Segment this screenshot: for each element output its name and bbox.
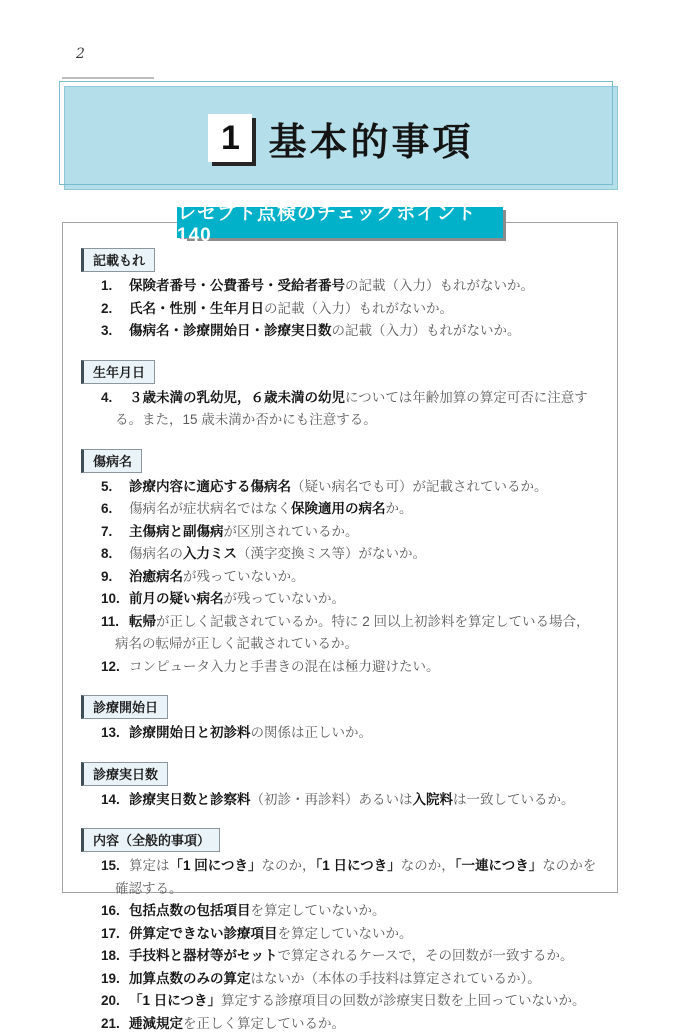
item-text-emphasis: 入力ミス <box>183 546 237 561</box>
checklist-item <box>81 656 599 679</box>
item-number: 17. <box>101 923 129 946</box>
item-text: が区別されているか。 <box>224 524 359 539</box>
item-text-emphasis: 「一連につき」 <box>455 858 542 873</box>
item-number: 13. <box>101 722 129 745</box>
section-label: 生年月日 <box>81 360 155 384</box>
checklist-item <box>81 387 599 432</box>
item-number: 16. <box>101 900 129 923</box>
item-text: 傷病名が症状病名ではなく <box>129 501 291 516</box>
checklist-item <box>81 945 599 968</box>
section-2 <box>81 360 599 432</box>
checklist-item <box>81 855 599 900</box>
item-text: （疑い病名でも可）が記載されているか。 <box>291 479 548 494</box>
section-label: 記載もれ <box>81 248 155 272</box>
item-text-emphasis: 診療開始日と初診料 <box>129 725 251 740</box>
section-label: 診療開始日 <box>81 695 168 719</box>
checklist-item <box>81 498 599 521</box>
item-text-emphasis: ３歳未満の乳幼児，６歳未満の幼児 <box>129 390 345 405</box>
section-3 <box>81 449 599 679</box>
item-text-emphasis: 「1 日につき」 <box>316 858 401 873</box>
item-text: か。 <box>386 501 413 516</box>
item-text: の記載（入力）もれがないか。 <box>264 301 453 316</box>
item-text: 算定する診療項目の回数が診療実日数を上回っていないか。 <box>221 993 586 1008</box>
item-text: なのか， <box>262 858 316 873</box>
section-4 <box>81 695 599 745</box>
checklist-item <box>81 990 599 1013</box>
item-text: が残っていないか。 <box>224 591 346 606</box>
item-text: が正しく記載されているか。特に 2 回以上初診料を算定している場合，病名の転帰が正しく記載されているか。 <box>115 614 590 652</box>
checklist-item <box>81 900 599 923</box>
checklist-item <box>81 722 599 745</box>
item-text-emphasis: 氏名・性別・生年月日 <box>129 301 264 316</box>
item-text-emphasis: 逓減規定 <box>129 1016 183 1031</box>
chapter-banner-inner <box>208 111 473 166</box>
item-text: は一致しているか。 <box>453 792 575 807</box>
checklist-item <box>81 566 599 589</box>
item-text-emphasis: 入院料 <box>413 792 454 807</box>
item-text: の関係は正しいか。 <box>251 725 373 740</box>
item-number: 10. <box>101 588 129 611</box>
section-1 <box>81 248 599 343</box>
item-number: 6. <box>101 498 129 521</box>
item-number: 7. <box>101 521 129 544</box>
item-number: 20. <box>101 990 129 1013</box>
chapter-title: 基本的事項 <box>268 111 473 166</box>
checklist-item <box>81 476 599 499</box>
item-number: 15. <box>101 855 129 878</box>
checklist-item <box>81 1013 599 1035</box>
item-number: 18. <box>101 945 129 968</box>
item-text: はないか（本体の手技料は算定されているか）。 <box>251 971 541 986</box>
checklist-header: レセプト点検のチェックポイント140 <box>177 207 503 238</box>
item-text-emphasis: 診療内容に適応する傷病名 <box>129 479 291 494</box>
section-5 <box>81 762 599 812</box>
item-text-emphasis: 前月の疑い病名 <box>129 591 224 606</box>
checklist-item <box>81 543 599 566</box>
section-6 <box>81 828 599 1035</box>
checklist-item <box>81 923 599 946</box>
item-text: の記載（入力）もれがないか。 <box>345 278 534 293</box>
item-text-emphasis: 包括点数の包括項目 <box>129 903 251 918</box>
section-label: 傷病名 <box>81 449 142 473</box>
item-text: 傷病名の <box>129 546 183 561</box>
item-text: については年齢加算の算定可否に注意する。また，15 歳未満か否かにも注意する。 <box>115 390 588 428</box>
item-text: （初診・再診料）あるいは <box>251 792 413 807</box>
item-text-emphasis: 「1 回につき」 <box>170 858 262 873</box>
checklist-item <box>81 611 599 656</box>
item-number: 9. <box>101 566 129 589</box>
item-number: 21. <box>101 1013 129 1035</box>
item-number: 4. <box>101 387 129 410</box>
item-number: 3. <box>101 320 129 343</box>
item-text: を算定していないか。 <box>278 926 413 941</box>
item-text: なのか， <box>401 858 455 873</box>
section-label: 診療実日数 <box>81 762 168 786</box>
item-text: の記載（入力）もれがないか。 <box>332 323 521 338</box>
checklist-item <box>81 275 599 298</box>
checklist-item <box>81 588 599 611</box>
checklist-item <box>81 298 599 321</box>
item-text-emphasis: 加算点数のみの算定 <box>129 971 251 986</box>
checklist-item <box>81 320 599 343</box>
checklist-box <box>62 222 618 893</box>
item-text: 算定は <box>129 858 170 873</box>
header-rule-fragment <box>62 77 154 79</box>
item-text: を算定していないか。 <box>251 903 386 918</box>
item-text-emphasis: 主傷病と副傷病 <box>129 524 224 539</box>
item-text: を正しく算定しているか。 <box>183 1016 345 1031</box>
item-number: 2. <box>101 298 129 321</box>
item-text-emphasis: 保険適用の病名 <box>291 501 386 516</box>
item-number: 5. <box>101 476 129 499</box>
checklist-item <box>81 521 599 544</box>
section-label: 内容（全般的事項） <box>81 828 220 852</box>
item-number: 19. <box>101 968 129 991</box>
item-text-emphasis: 治癒病名 <box>129 569 183 584</box>
item-number: 8. <box>101 543 129 566</box>
item-text-emphasis: 手技料と器材等がセット <box>129 948 278 963</box>
chapter-number-box: 1 <box>208 114 252 162</box>
chapter-banner <box>64 86 618 190</box>
item-number: 11. <box>101 611 129 634</box>
item-text: コンピュータ入力と手書きの混在は極力避けたい。 <box>129 659 440 674</box>
checklist-item <box>81 789 599 812</box>
item-text-emphasis: 併算定できない診療項目 <box>129 926 278 941</box>
item-number: 12. <box>101 656 129 679</box>
item-text-emphasis: 「1 日につき」 <box>129 993 221 1008</box>
item-number: 14. <box>101 789 129 812</box>
item-text-emphasis: 診療実日数と診察料 <box>129 792 251 807</box>
item-text: なのかを確認する。 <box>115 858 596 896</box>
item-text-emphasis: 転帰 <box>129 614 156 629</box>
checklist-sections <box>81 248 599 1035</box>
item-number: 1. <box>101 275 129 298</box>
item-text-emphasis: 傷病名・診療開始日・診療実日数 <box>129 323 332 338</box>
item-text: で算定されるケースで，その回数が一致するか。 <box>278 948 574 963</box>
item-text: （漢字変換ミス等）がないか。 <box>237 546 426 561</box>
page-number: 2 <box>76 46 85 62</box>
item-text: が残っていないか。 <box>183 569 305 584</box>
checklist-item <box>81 968 599 991</box>
item-text-emphasis: 保険者番号・公費番号・受給者番号 <box>129 278 345 293</box>
